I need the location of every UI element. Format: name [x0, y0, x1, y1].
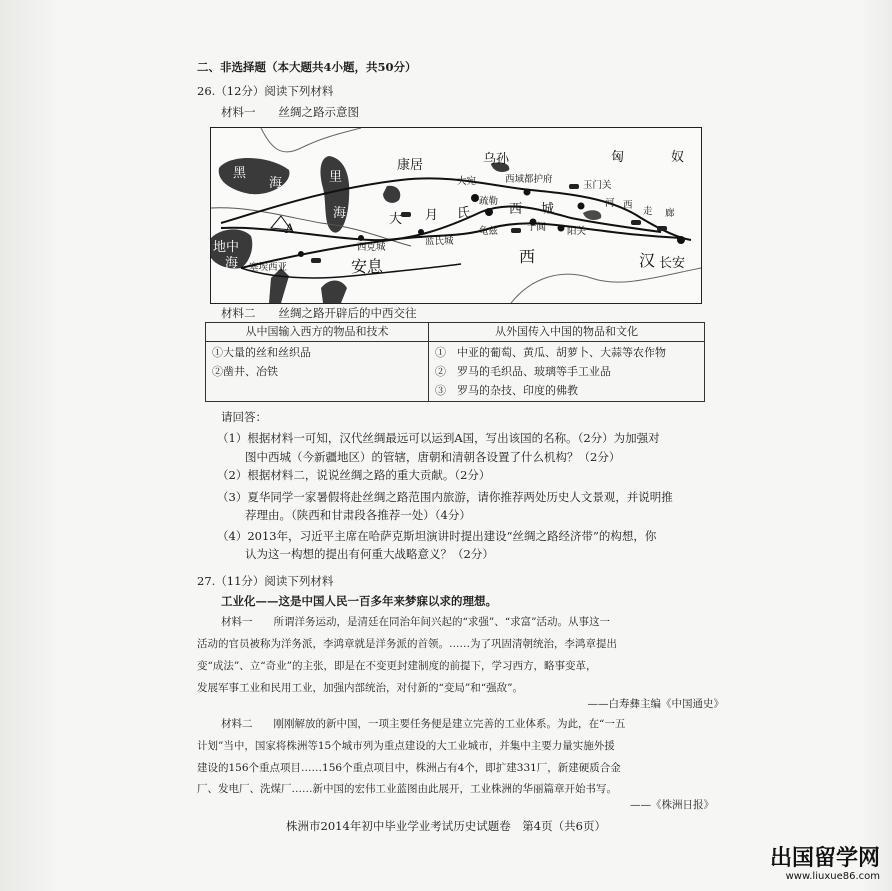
table-header-left: 从中国输入西方的物品和技术 [206, 323, 429, 342]
map-label-han: 汉 [639, 251, 656, 270]
map-label-caspian: 里 [329, 170, 343, 185]
q27-m1-line3: 变“成法”、立“奇业”的主张，即是在不变更封建制度的前提下，学习西方，略事变革， [197, 660, 597, 672]
table-cell-left [206, 342, 429, 402]
q27-m1-line1: 材料一 所谓洋务运动，是清廷在同治年间兴起的“求强”、“求富”活动。从事这一 [221, 616, 610, 628]
q26-material1-label: 材料一 丝绸之路示意图 [221, 105, 359, 119]
silk-road-map: 黑 海 里 海 康居 乌孙 匈 奴 大宛 西域都护府 玉门关 大 月 氏 疏勒 西 城 河 西 走 廊 A 地中 海 西克城 蓝氏城 于阗 阳关 龟兹 塞埃西亚 安息 西 汉 长安 [210, 127, 702, 304]
page-footer: 株洲市2014年初中毕业学业考试历史试题卷 第4页（共6页） [286, 819, 606, 833]
map-label-xiyu-duhufu: 西域都护府 [505, 174, 553, 185]
map-label-xiyu: 西 [509, 202, 523, 217]
map-label-qiuci: 龟兹 [479, 226, 499, 237]
q27-m1-source: ——白寿彝主编《中国通史》 [587, 698, 724, 710]
list-item: ③ 罗马的杂技、印度的佛教 [435, 384, 578, 397]
map-label-dayuezhi: 大 [389, 212, 403, 227]
watermark [770, 847, 880, 883]
q27-m2-line2: 计划”当中，国家将株洲等15个城市列为重点建设的大工业城市，并集中主要力量实施外援 [197, 740, 615, 752]
list-item: ② 罗马的毛织品、玻璃等手工业品 [435, 365, 611, 378]
aral-sea-shape [383, 186, 400, 203]
q27-m2-source: ——《株洲日报》 [630, 799, 714, 811]
watermark-title: 出国留学网 [769, 846, 880, 871]
map-label-yangguan: 阳关 [567, 226, 587, 237]
q27-theme: 工业化——这是中国人民一百多年来梦寐以求的理想。 [221, 594, 497, 608]
map-label-xiemucheng: 西克城 [357, 242, 386, 253]
exchange-table [205, 322, 705, 402]
table-header-right: 从外国传入中国的物品和文化 [429, 323, 705, 342]
map-label-black-sea: 黑 [233, 166, 247, 181]
q27-m1-line4: 发展军事工业和民用工业，加强内部统治，对付新的“变局”和“强敌”。 [197, 682, 523, 694]
q26-sub1-line2: 图中西城（今新疆地区）的管辖，唐朝和清朝各设置了什么机构？（2分） [245, 450, 621, 464]
map-label-lanshicheng: 蓝氏城 [425, 236, 454, 247]
q27-heading: 27.（11分）阅读下列材料 [197, 574, 334, 588]
q27-m2-line1: 材料二 刚刚解放的新中国，一项主要任务便是建立完善的工业体系。为此，在“一五 [221, 718, 626, 730]
southern-route [241, 223, 681, 268]
table-cell-right [429, 342, 705, 402]
list-item: ① 中亚的葡萄、黄瓜、胡萝卜、大蒜等农作物 [435, 346, 666, 359]
q26-heading: 26.（12分）阅读下列材料 [197, 84, 334, 98]
map-label-shule: 疏勒 [479, 196, 499, 207]
q26-material2-label: 材料二 丝绸之路开辟后的中西交往 [221, 306, 417, 320]
map-label-yutian: 于阗 [527, 222, 547, 233]
map-label-xi-big: 西 [519, 247, 536, 266]
watermark-url: www.liuxue86.com [785, 871, 880, 882]
map-label-mediterranean: 地中 [213, 240, 240, 255]
q27-m2-line4: 厂、发电厂、洗煤厂……新中国的宏伟工业蓝图由此展开，工业株洲的华丽篇章开始书写。 [197, 783, 617, 795]
q26-sub4-line2: 认为这一构想的提出有何重大战略意义？（2分） [245, 547, 494, 561]
map-label-a: A [285, 222, 295, 237]
q26-sub4-line1: （4）2013年，习近平主席在哈萨克斯坦演讲时提出建设“丝绸之路经济带”的构想，你 [217, 529, 657, 543]
list-item: ①大量的丝和丝织品 [212, 346, 311, 359]
list-item: ②凿井、冶铁 [212, 365, 278, 378]
section-title: 二、非选择题（本大题共4小题，共50分） [197, 60, 417, 74]
map-label-kangju: 康居 [397, 158, 424, 173]
map-label-hexi: 河 [605, 198, 615, 209]
map-drawing [211, 128, 701, 303]
q27-m2-line3: 建设的156个重点项目……156个重点项目中，株洲占有4个，即扩建331厂，新建硬质合金 [197, 762, 621, 774]
q27-m1-line2: 活动的官员被称为洋务派，李鸿章就是洋务派的首领。……为了巩固清朝统治，李鸿章提出 [197, 638, 617, 650]
map-label-anxi: 安息 [351, 257, 384, 276]
q26-sub2: （2）根据材料二，说说丝绸之路的重大贡献。（2分） [217, 468, 491, 482]
map-label-xiongnu: 匈 [611, 150, 625, 165]
q26-sub1-line1: （1）根据材料一可知，汉代丝绸最远可以运到A国，写出该国的名称。（2分）为加强对 [217, 431, 660, 445]
map-label-yumenguan: 玉门关 [583, 180, 612, 191]
map-label-dawan: 大宛 [457, 176, 477, 187]
q26-sub3-line1: （3）夏华同学一家暑假将赴丝绸之路范围内旅游，请你推荐两处历史人文景观，并说明推 [217, 490, 673, 504]
map-label-wusun: 乌孙 [483, 152, 510, 167]
q26-ask: 请回答： [221, 410, 267, 424]
map-label-saileixiya: 塞埃西亚 [249, 262, 288, 273]
q26-sub3-line2: 荐理由。（陕西和甘肃段各推荐一处）（4分） [245, 508, 471, 522]
map-label-changan: 长安 [659, 256, 686, 271]
